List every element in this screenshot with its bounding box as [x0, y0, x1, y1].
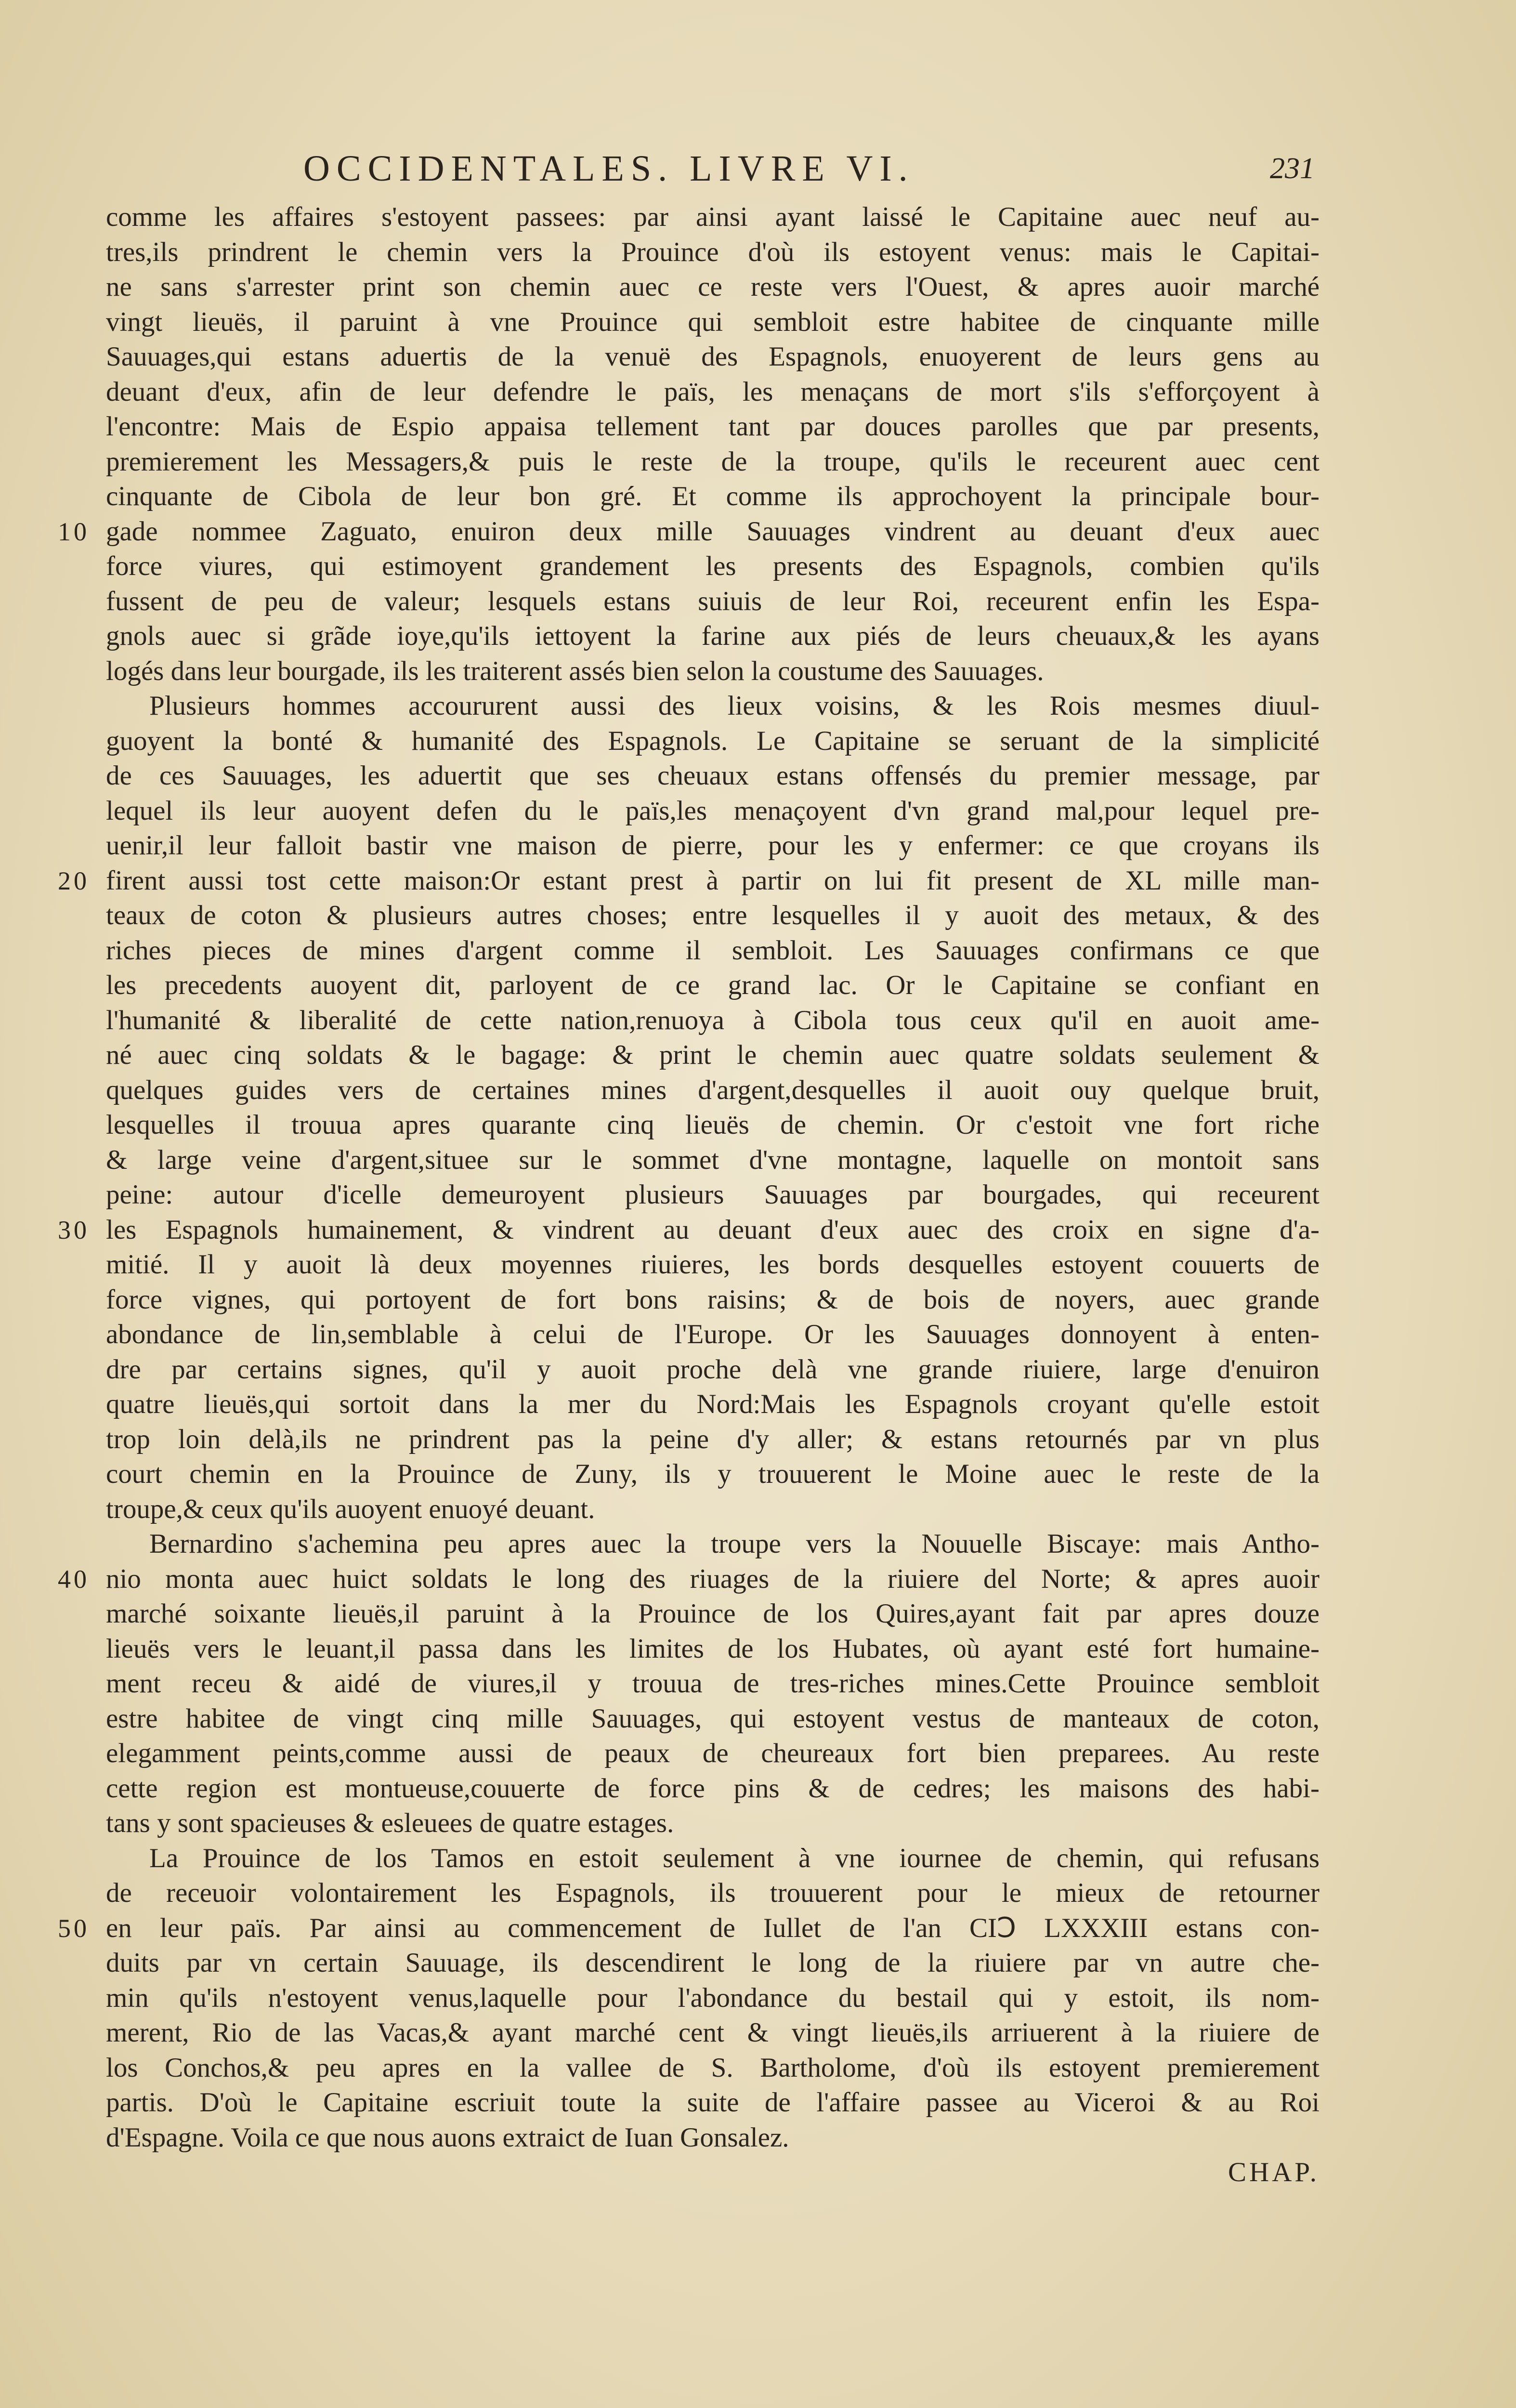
text-line: cette region est montueuse,couuerte de force pins & de cedres; les maisons des habi-	[106, 1773, 1320, 1804]
text-line: l'encontre: Mais de Espio appaisa tellement tant par douces parolles que par presents,	[106, 411, 1320, 442]
text-line: abondance de lin,semblable à celui de l'Europe. Or les Sauuages donnoyent à enten-	[106, 1319, 1320, 1349]
margin-line-number: 10	[58, 517, 90, 546]
text-line: dre par certains signes, qu'il y auoit proche delà vne grande riuiere, large d'enuiron	[106, 1354, 1320, 1385]
text-line: teaux de coton & plusieurs autres choses; entre lesquelles il y auoit des metaux, & des	[106, 900, 1320, 930]
text-line: riches pieces de mines d'argent comme il sembloit. Les Sauuages confirmans ce que	[106, 935, 1320, 966]
text-line: marché soixante lieuës,il paruint à la Prouince de los Quires,ayant fait par apres douze	[106, 1598, 1320, 1629]
text-line: Sauuages,qui estans aduertis de la venuë des Espagnols, enuoyerent de leurs gens au	[106, 341, 1320, 372]
margin-line-number: 40	[58, 1564, 90, 1594]
page-number: 231	[1270, 152, 1315, 185]
text-line: lequel ils leur auoyent defen du le païs,les menaçoyent d'vn grand mal,pour lequel pre-	[106, 795, 1320, 826]
text-line: uenir,il leur falloit bastir vne maison de pierre, pour les y enfermer: ce que croyans ils	[106, 830, 1320, 861]
catchword: CHAP.	[1228, 2157, 1320, 2187]
text-line: cinquante de Cibola de leur bon gré. Et comme ils approchoyent la principale bour-	[106, 481, 1320, 511]
text-line: premierement les Messagers,& puis le reste de la troupe, qu'ils le receurent auec cent	[106, 446, 1320, 477]
text-line: de receuoir volontairement les Espagnols, ils trouuerent pour le mieux de retourner	[106, 1878, 1320, 1908]
text-line: deuant d'eux, afin de leur defendre le païs, les menaçans de mort s'ils s'efforçoyent à	[106, 376, 1320, 407]
text-line: quatre lieuës,qui sortoit dans la mer du Nord:Mais les Espagnols croyant qu'elle estoit	[106, 1389, 1320, 1419]
text-line: los Conchos,& peu apres en la vallee de S. Bartholome, d'où ils estoyent premierement	[106, 2052, 1320, 2083]
margin-line-number: 30	[58, 1215, 90, 1244]
text-line: logés dans leur bourgade, ils les traiterent assés bien selon la coustume des Sauuages.	[106, 655, 1044, 686]
text-line: 40 nio monta auec huict soldats le long des riuages de la riuiere del Norte; & apres auoir	[58, 1562, 1320, 1597]
text-line: ment receu & aidé de viures,il y trouua de tres-riches mines.Cette Prouince sembloit	[106, 1668, 1320, 1699]
text-line: né auec cinq soldats & le bagage: & print le chemin auec quatre soldats seulement &	[106, 1040, 1320, 1070]
text-line: tans y sont spacieuses & esleuees de quatre estages.	[106, 1808, 674, 1838]
text-line: de ces Sauuages, les aduertit que ses cheuaux estans offensés du premier message, par	[106, 760, 1320, 791]
text-line: guoyent la bonté & humanité des Espagnols. Le Capitaine se seruant de la simplicité	[106, 725, 1320, 756]
text-line: merent, Rio de las Vacas,& ayant marché cent & vingt lieuës,ils arriuerent à la riuiere de	[106, 2017, 1320, 2048]
text-line: l'humanité & liberalité de cette nation,renuoya à Cibola tous ceux qu'il en auoit ame-	[106, 1005, 1320, 1035]
margin-line-number: 20	[58, 866, 90, 895]
text-line: ne sans s'arrester print son chemin auec ce reste vers l'Ouest, & apres auoir marché	[106, 272, 1320, 302]
text-line: troupe,& ceux qu'ils auoyent enuoyé deuant.	[106, 1493, 595, 1524]
text-line: 30 les Espagnols humainement, & vindrent au deuant d'eux auec des croix en signe d'a-	[58, 1213, 1320, 1248]
text-line: mitié. Il y auoit là deux moyennes riuieres, les bords desquelles estoyent couuerts de	[106, 1249, 1320, 1280]
text-line: vingt lieuës, il paruint à vne Prouince qui sembloit estre habitee de cinquante mille	[106, 306, 1320, 337]
text-line: La Prouince de los Tamos en estoit seulement à vne iournee de chemin, qui refusans	[149, 1843, 1320, 1873]
text-line: 50 en leur païs. Par ainsi au commencement de Iullet de l'an CIↃ LXXXIII estans con-	[58, 1911, 1320, 1946]
text-line: partis. D'où le Capitaine escriuit toute la suite de l'affaire passee au Viceroi & au Roi	[106, 2087, 1320, 2118]
text-line: d'Espagne. Voila ce que nous auons extraict de Iuan Gonsalez.	[106, 2122, 789, 2153]
text-line: quelques guides vers de certaines mines d'argent,desquelles il auoit ouy quelque bruit,	[106, 1074, 1320, 1105]
text-line: elegamment peints,comme aussi de peaux de cheureaux fort bien preparees. Au reste	[106, 1738, 1320, 1768]
running-head: OCCIDENTALES. LIVRE VI.	[303, 148, 915, 189]
text-line: Bernardino s'achemina peu apres auec la troupe vers la Nouuelle Biscaye: mais Antho-	[149, 1529, 1320, 1559]
text-line: lieuës vers le leuant,il passa dans les limites de los Hubates, où ayant esté fort humaine-	[106, 1633, 1320, 1664]
text-line: comme les affaires s'estoyent passees: par ainsi ayant laissé le Capitaine auec neuf au-	[106, 202, 1320, 232]
text-line: & large veine d'argent,situee sur le sommet d'vne montagne, laquelle on montoit sans	[106, 1144, 1320, 1175]
page-header	[289, 144, 1315, 193]
text-line: trop loin delà,ils ne prindrent pas la peine d'y aller; & estans retournés par vn plus	[106, 1424, 1320, 1454]
text-line: peine: autour d'icelle demeuroyent plusieurs Sauuages par bourgades, qui receurent	[106, 1179, 1320, 1210]
body-text	[58, 200, 1320, 2190]
text-line: les precedents auoyent dit, parloyent de ce grand lac. Or le Capitaine se confiant en	[106, 970, 1320, 1000]
text-line: duits par vn certain Sauuage, ils descendirent le long de la riuiere par vn autre che-	[106, 1948, 1320, 1978]
text-line: fussent de peu de valeur; lesquels estans suiuis de leur Roi, receurent enfin les Espa-	[106, 586, 1320, 616]
text-line: 10 gade nommee Zaguato, enuiron deux mille Sauuages vindrent au deuant d'eux auec	[58, 514, 1320, 550]
text-line: gnols auec si grãde ioye,qu'ils iettoyent la farine aux piés de leurs cheuaux,& les ayans	[106, 621, 1320, 651]
text-line: min qu'ils n'estoyent venus,laquelle pour l'abondance du bestail qui y estoit, ils nom-	[106, 1982, 1320, 2013]
text-line: Plusieurs hommes accoururent aussi des lieux voisins, & les Rois mesmes diuul-	[149, 691, 1320, 721]
text-line: court chemin en la Prouince de Zuny, ils y trouuerent le Moine auec le reste de la	[106, 1459, 1320, 1489]
text-line: force viures, qui estimoyent grandement les presents des Espagnols, combien qu'ils	[106, 551, 1320, 581]
text-line: tres,ils prindrent le chemin vers la Prouince d'où ils estoyent venus: mais le Capitai-	[106, 236, 1320, 267]
text-line: lesquelles il trouua apres quarante cinq lieuës de chemin. Or c'estoit vne fort riche	[106, 1110, 1320, 1140]
text-line: estre habitee de vingt cinq mille Sauuages, qui estoyent vestus de manteaux de coton,	[106, 1703, 1320, 1734]
text-line: force vignes, qui portoyent de fort bons raisins; & de bois de noyers, auec grande	[106, 1284, 1320, 1315]
text-line: 20 firent aussi tost cette maison:Or estant prest à partir on lui fit present de XL mille man-	[58, 864, 1320, 899]
margin-line-number: 50	[58, 1913, 90, 1943]
